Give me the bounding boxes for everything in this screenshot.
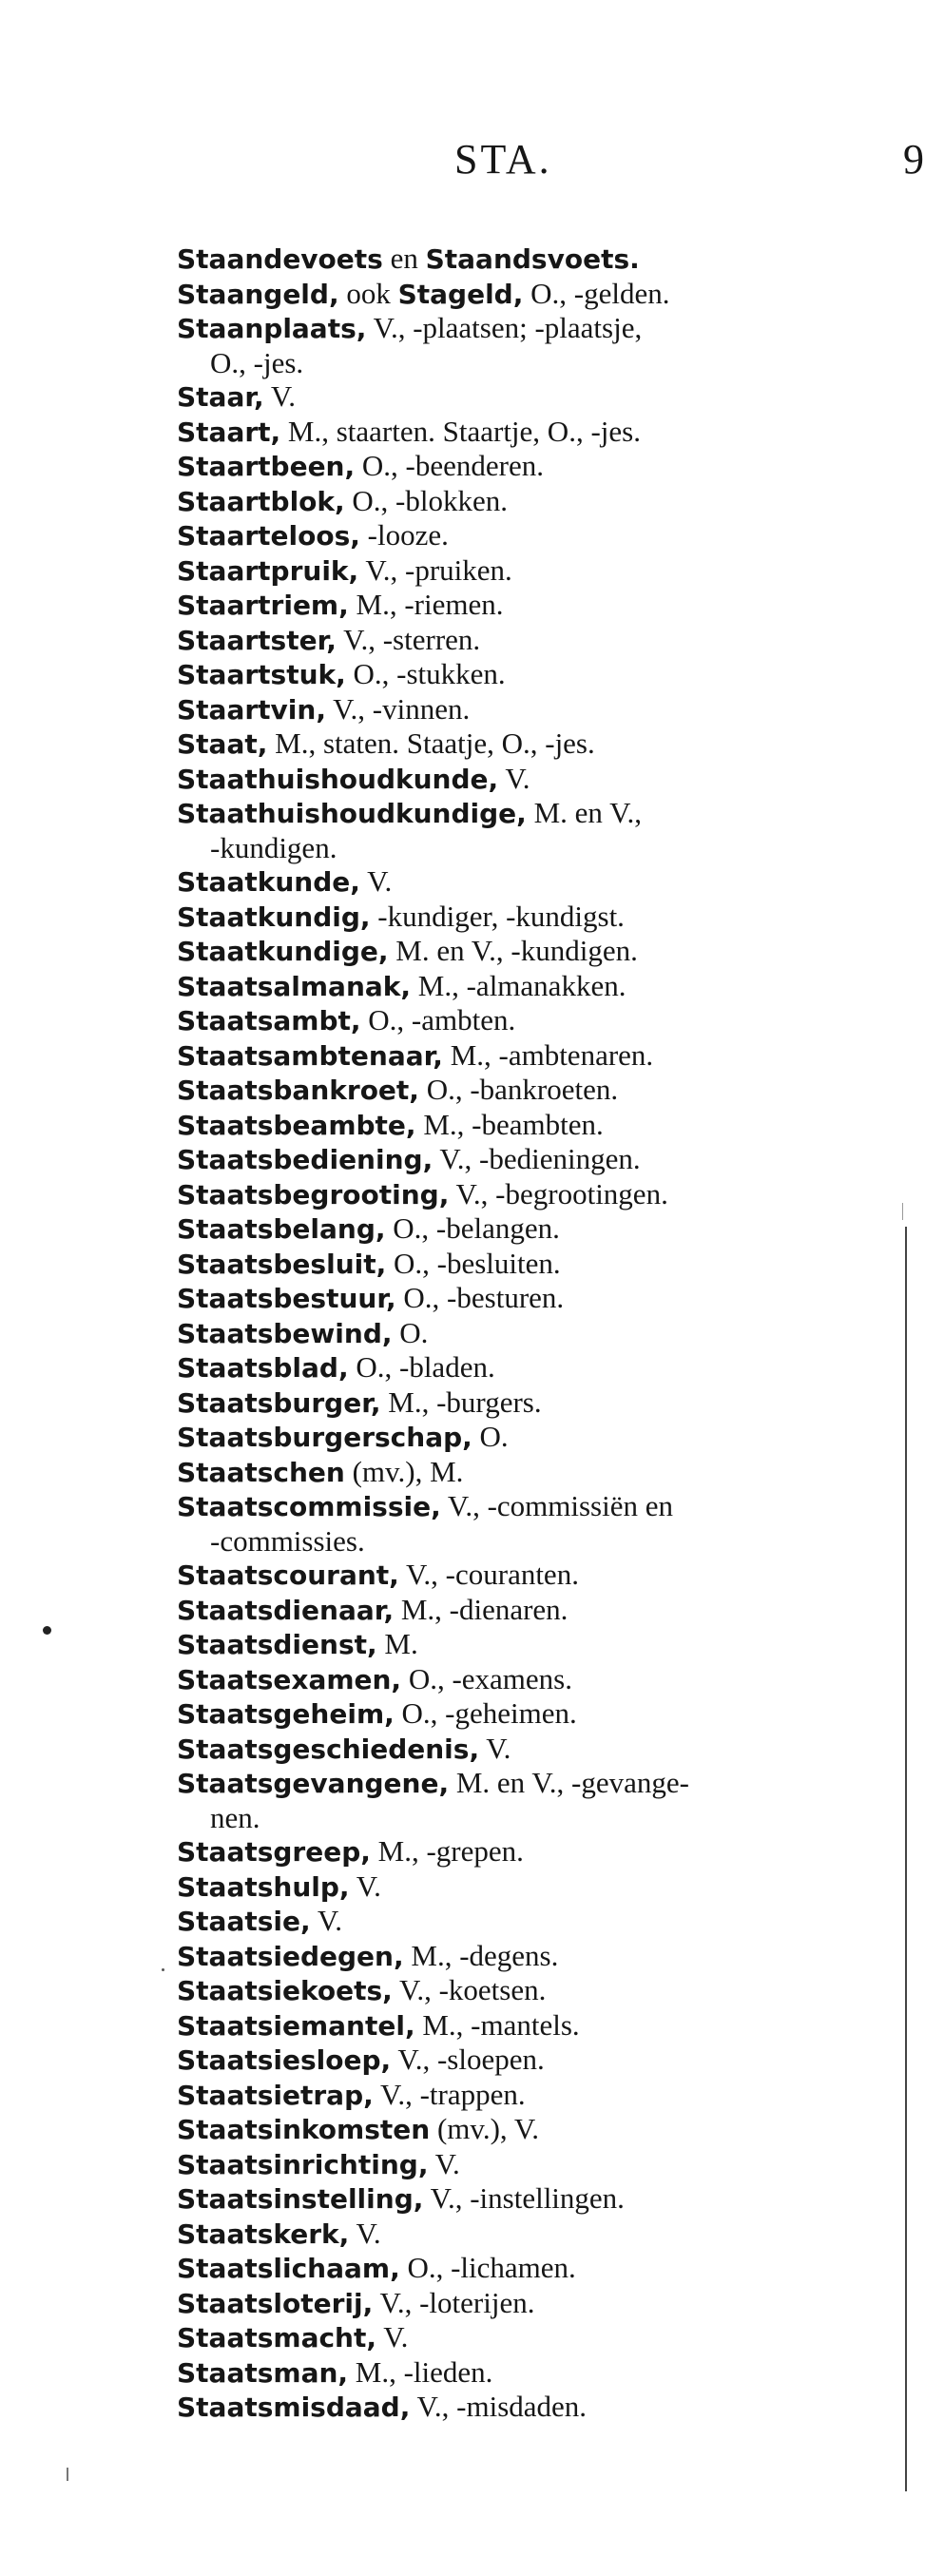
entry-text: nen. [210,1800,260,1834]
entry-text: V. [498,761,530,795]
dictionary-entry [177,1108,866,1143]
dictionary-entry [177,1316,866,1351]
entry-headword: Staatsietrap, [177,2079,374,2111]
entry-headword: Staatsiemantel, [177,2009,415,2042]
entry-text: M. en V., -kundigen. [388,934,638,967]
entry-text: V., -vinnen. [325,691,471,726]
entry-headword: Staatsiekoets, [177,1975,393,2006]
entry-headword: Staatsburger, [177,1386,381,1419]
dictionary-entry [177,1973,866,2008]
entry-headword: Staatsinkomsten [177,2114,431,2145]
entry-text: ook [338,276,398,310]
entry-headword: Staarteloos, [177,520,360,552]
entry-text: -kundigen. [210,830,337,864]
dictionary-entry [177,1558,866,1593]
dictionary-entry [177,900,866,935]
entry-text: V., -trappen. [373,2077,526,2111]
dictionary-entry [177,692,866,727]
dictionary-entry [177,518,866,553]
dictionary-entry [177,1627,866,1662]
entry-text: V. [359,864,393,898]
entry-text: V. [310,1904,342,1937]
dictionary-entry [177,1869,866,1905]
entry-text: O., -belangen. [385,1211,560,1245]
dictionary-entry [177,1281,866,1316]
dictionary-entry [177,277,866,312]
entry-text: V. [479,1731,511,1765]
dictionary-entry [177,415,866,450]
entry-text: V., -sloepen. [391,2043,545,2076]
entry-text: M. [376,1627,418,1660]
entry-headword: Staar, [177,381,264,413]
dictionary-entry [177,1662,866,1697]
dictionary-entry [177,1834,866,1869]
entry-text: V., -pruiken. [358,552,512,587]
entry-headword: Staatsbelang, [177,1213,386,1245]
entry-text: -looze. [359,518,449,552]
dictionary-entry [177,1177,866,1212]
dictionary-entry [177,311,866,346]
entry-text: O., -examens. [401,1661,572,1695]
bottom-tick-mark [67,2468,68,2481]
gutter-rule [905,1227,907,2491]
entry-continuation [177,346,866,380]
entry-text: M., staarten. Staartje, O., -jes. [280,414,641,448]
entry-headword: Staatsexamen, [177,1663,402,1695]
entry-headword: Staatkunde, [177,866,360,898]
entry-text: O., -beenderen. [355,449,544,482]
entry-text: O. [472,1420,509,1453]
dictionary-entry [177,1073,866,1108]
dictionary-entry [177,2112,866,2147]
entry-headword: Staatsloterij, [177,2287,374,2319]
dictionary-entry [177,1593,866,1628]
dictionary-entry [177,762,866,797]
entry-list [177,242,866,2425]
entry-text: O., -lichamen. [399,2251,576,2284]
dictionary-entry [177,449,866,484]
entry-headword: Staartblok, [177,485,345,517]
entry-headword: Staatsbediening, [177,1144,434,1175]
dictionary-entry [177,1142,866,1177]
dictionary-entry [177,726,866,762]
dictionary-entry [177,2390,866,2425]
entry-headword: Staathuishoudkunde, [177,763,499,795]
entry-text: M., -mantels. [414,2007,580,2042]
dictionary-entry [177,623,866,658]
entry-headword: Staatkundige, [177,936,389,967]
page-number: 9 [903,136,924,183]
entry-headword: Staatsblad, [177,1352,349,1384]
dictionary-entry [177,588,866,623]
entry-text: V., -instellingen. [423,2181,625,2215]
entry-text: O., -bankroeten. [418,1073,619,1106]
entry-headword: Staathuishoudkundige, [177,798,527,829]
dictionary-entry [177,796,866,831]
entry-text: V., -plaatsen; -plaatsje, [366,311,643,344]
dictionary-entry [177,1904,866,1939]
entry-text: V., -koetsen. [392,1973,547,2006]
entry-headword: Staatsdienaar, [177,1594,395,1626]
entry-text: M., staten. Staatje, O., -jes. [267,726,595,760]
entry-headword: Staatsbegrooting, [177,1178,450,1211]
entry-headword: Staandevoets [177,243,383,275]
entry-headword: Staatslichaam, [177,2253,400,2284]
entry-headword: Staandsvoets. [425,243,640,275]
entry-headword: Staatsbankroet, [177,1075,419,1106]
entry-text: M., -degens. [403,1938,559,1972]
entry-headword: Staartriem, [177,590,349,621]
entry-headword: Staatsambtenaar, [177,1039,443,1072]
entry-headword: Staart, [177,416,281,448]
entry-text: M., -beambten. [415,1107,604,1141]
entry-headword: Staatscommissie, [177,1491,441,1522]
entry-text: V. [428,2146,460,2180]
dictionary-entry [177,1350,866,1385]
entry-text: V., -couranten. [398,1558,579,1591]
entry-headword: Staatsambt, [177,1005,361,1036]
entry-headword: Staartster, [177,624,337,656]
entry-text: M., -dienaren. [394,1592,568,1626]
dictionary-entry [177,242,866,277]
dictionary-entry [177,2217,866,2252]
gutter-rule-top [902,1203,903,1220]
entry-text: M., -grepen. [370,1834,524,1868]
dictionary-entry [177,553,866,589]
page-header [0,135,925,192]
entry-text: V., -misdaden. [410,2390,588,2423]
entry-headword: Staangeld, [177,278,339,310]
entry-headword: Staatsbewind, [177,1317,393,1349]
entry-headword: Staatkundig, [177,901,371,933]
entry-text: V., -bedieningen. [433,1142,641,1175]
entry-headword: Staanplaats, [177,313,367,344]
entry-headword: Staatsie, [177,1906,311,1937]
entry-text: -kundiger, -kundigst. [370,899,625,933]
entry-text: M. en V., -gevange- [449,1766,689,1799]
dictionary-entry [177,2181,866,2217]
entry-text: O., -besluiten. [386,1246,561,1280]
dictionary-entry [177,1766,866,1801]
dictionary-entry [177,2008,866,2043]
entry-text: M. en V., [526,796,642,829]
entry-text: (mv.), M. [344,1454,464,1488]
dictionary-entry [177,2043,866,2078]
entry-text: -commissies. [210,1523,365,1558]
entry-headword: Staatsiesloep, [177,2044,392,2076]
entry-text: M., -lieden. [348,2354,493,2389]
dictionary-entry [177,379,866,415]
dictionary-entry [177,1455,866,1490]
dictionary-entry [177,2355,866,2391]
entry-headword: Staatshulp, [177,1870,350,1903]
entry-headword: Staartbeen, [177,451,356,482]
entry-headword: Staatsgevangene, [177,1768,450,1799]
dictionary-entry [177,657,866,692]
entry-headword: Staatsgeschiedenis, [177,1733,480,1765]
entry-headword: Staatskerk, [177,2218,350,2250]
entry-text: V., -begrootingen. [449,1176,668,1211]
entry-headword: Staatsiedegen, [177,1940,404,1972]
entry-headword: Staat, [177,728,268,760]
entry-continuation [177,831,866,865]
entry-headword: Staatsinstelling, [177,2183,424,2215]
entry-headword: Staartvin, [177,693,326,726]
entry-text: O., -geheimen. [394,1696,577,1730]
entry-headword: Staatsmacht, [177,2322,377,2353]
dictionary-entry [177,864,866,900]
page-title: STA. [454,136,552,183]
dictionary-entry [177,1489,866,1524]
entry-headword: Staatsgreep, [177,1836,371,1868]
entry-text: V., -sterren. [336,622,481,656]
dictionary-entry [177,2320,866,2355]
margin-speck-mark [162,1968,164,1971]
entry-headword: Staatsbeambte, [177,1109,416,1141]
entry-text: O., -besturen. [395,1281,565,1314]
entry-text: V., -commissiën en [440,1489,673,1522]
dictionary-entry [177,1038,866,1074]
entry-text: M., -riemen. [348,588,504,621]
dictionary-entry [177,1420,866,1455]
entry-continuation [177,1801,866,1835]
dictionary-entry [177,2251,866,2286]
entry-text: V., -loterijen. [373,2285,535,2319]
dictionary-entry [177,1211,866,1247]
entry-headword: Staatsalmanak, [177,970,412,1002]
entry-text: O., -ambten. [360,1003,516,1036]
entry-headword: Staatsmisdaad, [177,2392,411,2423]
entry-continuation [177,1524,866,1559]
dictionary-entry [177,969,866,1004]
entry-text: O. [392,1315,429,1349]
entry-text: M., -ambtenaren. [442,1037,654,1072]
dictionary-entry [177,1385,866,1421]
entry-headword: Staatscourant, [177,1559,399,1591]
entry-text: en [382,242,426,275]
dictionary-entry [177,2286,866,2321]
entry-text: V. [349,2216,381,2250]
entry-text: V. [376,2320,409,2353]
dictionary-entry [177,2147,866,2182]
entry-headword: Stageld, [397,278,524,310]
dictionary-entry [177,1732,866,1767]
entry-text: M., -burgers. [380,1385,542,1419]
entry-headword: Staatsbesluit, [177,1248,387,1280]
entry-headword: Staatsinrichting, [177,2148,429,2180]
entry-text: O., -stukken. [345,657,506,690]
dictionary-entry [177,1247,866,1282]
entry-headword: Staatsgeheim, [177,1698,395,1730]
dictionary-entry [177,1696,866,1732]
dictionary-entry [177,484,866,519]
entry-headword: Staatsburgerschap, [177,1422,472,1453]
entry-text: V. [349,1869,381,1903]
margin-dot-mark [43,1626,51,1635]
entry-text: O., -blokken. [344,483,509,517]
dictionary-entry [177,1939,866,1974]
dictionary-entry [177,2078,866,2113]
entry-text: O., -gelden. [523,276,670,310]
entry-headword: Staatsman, [177,2356,349,2389]
entry-text: O., -jes. [210,345,304,379]
entry-headword: Staartstuk, [177,659,346,690]
dictionary-entry [177,1003,866,1038]
entry-headword: Staartpruik, [177,554,359,587]
entry-headword: Staatsbestuur, [177,1283,396,1314]
dictionary-entry [177,934,866,969]
entry-text: (mv.), V. [430,2112,540,2145]
entry-headword: Staatsdienst, [177,1629,377,1660]
entry-text: V. [263,379,297,413]
entry-text: O., -bladen. [348,1350,495,1384]
entry-headword: Staatschen [177,1456,345,1488]
entry-text: M., -almanakken. [411,968,626,1002]
